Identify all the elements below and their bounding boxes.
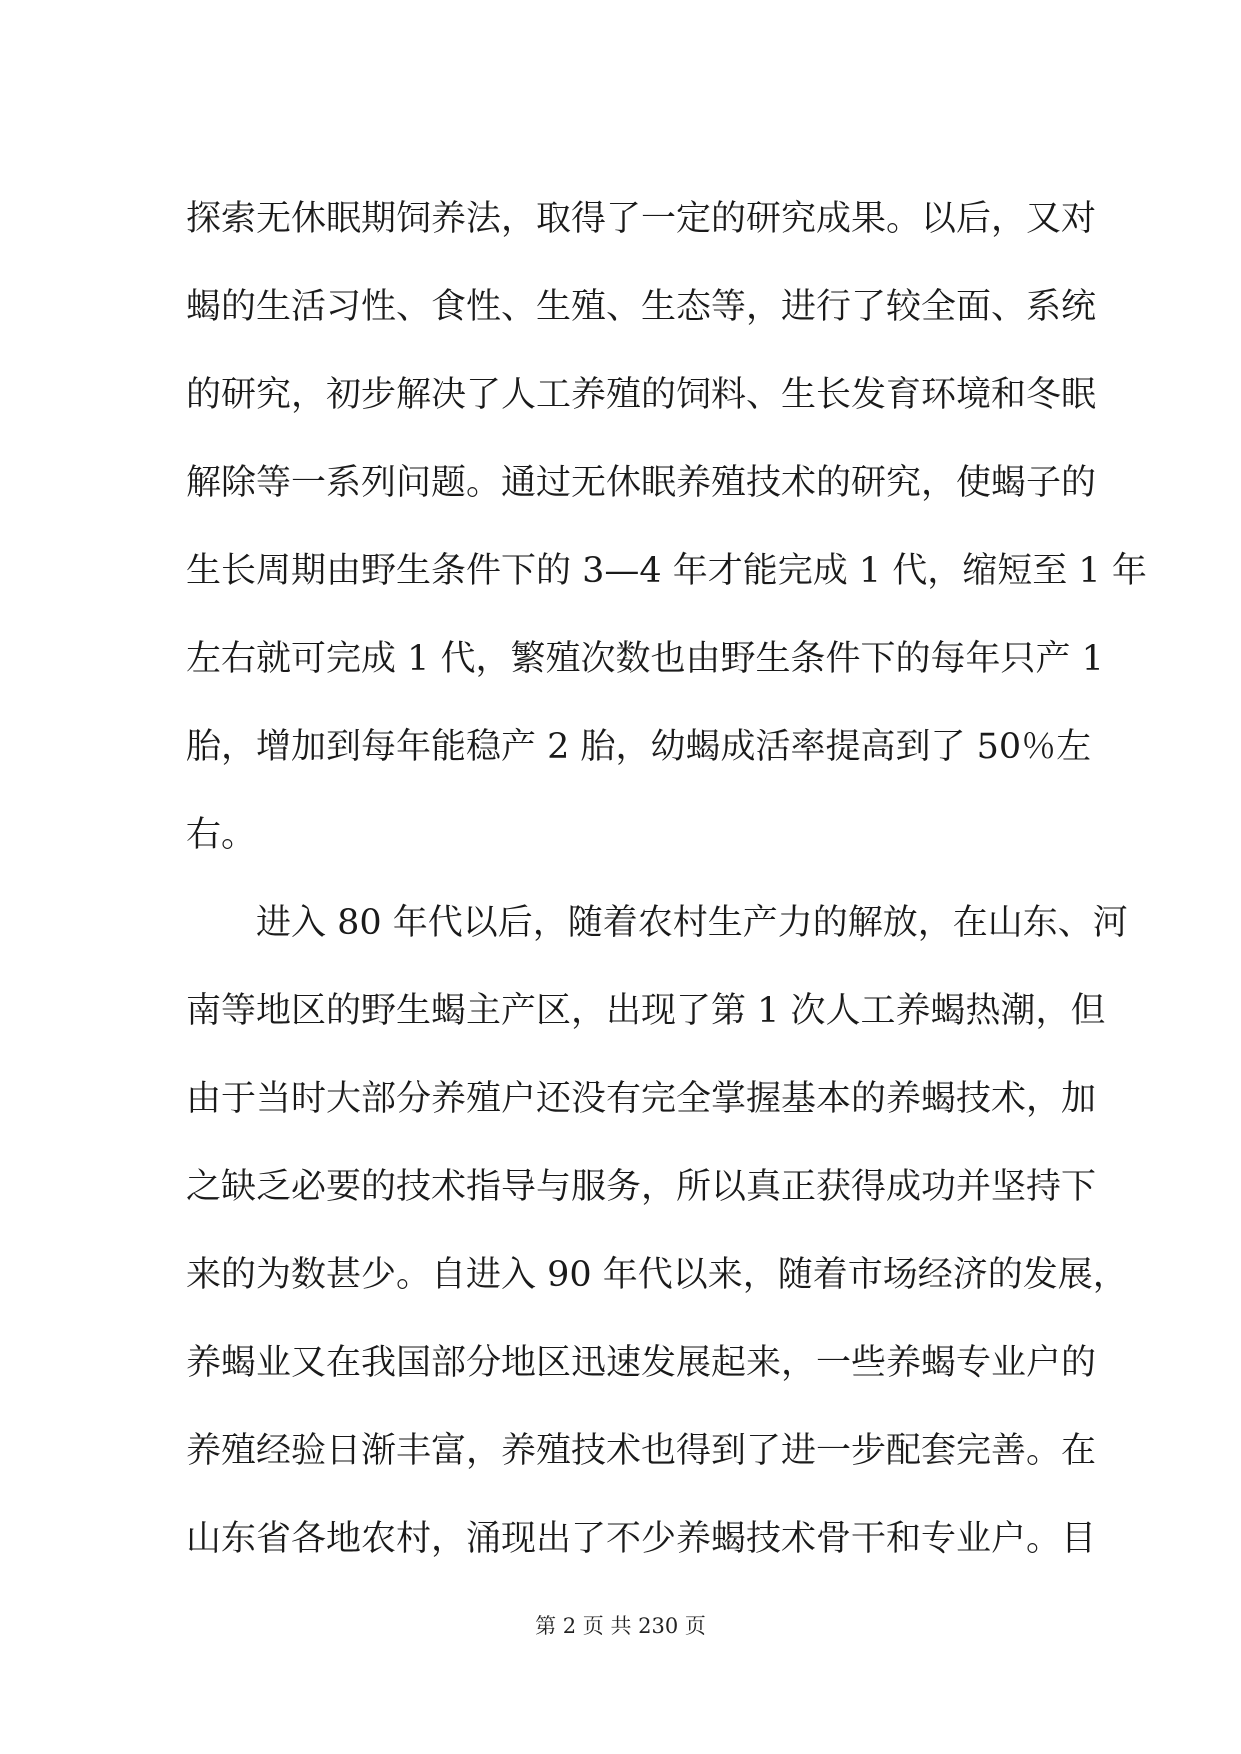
- text-line: 解除等一系列问题。通过无休眠养殖技术的研究，使蝎子的: [186, 463, 1097, 503]
- text-line-last: 右。: [186, 815, 257, 855]
- page-number-label: 第 2 页 共 230 页: [535, 1614, 706, 1638]
- text-line: 南等地区的野生蝎主产区，出现了第 1 次人工养蝎热潮，但: [186, 991, 1106, 1031]
- text-line: 养殖经验日渐丰富，养殖技术也得到了进一步配套完善。在: [186, 1431, 1097, 1471]
- page-footer: [0, 1611, 1241, 1641]
- text-line-first: 进入 80 年代以后，随着农村生产力的解放，在山东、河: [256, 903, 1128, 943]
- text-line: 蝎的生活习性、食性、生殖、生态等，进行了较全面、系统: [186, 287, 1097, 327]
- text-line: 生长周期由野生条件下的 3—4 年才能完成 1 代，缩短至 1 年: [186, 551, 1147, 591]
- paragraph-1: [186, 175, 1147, 879]
- text-line: 左右就可完成 1 代，繁殖次数也由野生条件下的每年只产 1: [186, 639, 1104, 679]
- text-line: 胎，增加到每年能稳产 2 胎，幼蝎成活率提高到了 50％左: [186, 727, 1092, 767]
- text-line: 来的为数甚少。自进入 90 年代以来，随着市场经济的发展，: [186, 1255, 1128, 1295]
- text-line: 的研究，初步解决了人工养殖的饲料、生长发育环境和冬眠: [186, 375, 1097, 415]
- text-line: 由于当时大部分养殖户还没有完全掌握基本的养蝎技术，加: [186, 1079, 1097, 1119]
- paragraph-2: [186, 879, 1128, 1583]
- text-line: 山东省各地农村，涌现出了不少养蝎技术骨干和专业户。目: [186, 1519, 1097, 1559]
- text-line: 养蝎业又在我国部分地区迅速发展起来，一些养蝎专业户的: [186, 1343, 1097, 1383]
- body-text: [186, 175, 1147, 1583]
- text-line: 探索无休眠期饲养法，取得了一定的研究成果。以后，又对: [186, 199, 1097, 239]
- text-line: 之缺乏必要的技术指导与服务，所以真正获得成功并坚持下: [186, 1167, 1097, 1207]
